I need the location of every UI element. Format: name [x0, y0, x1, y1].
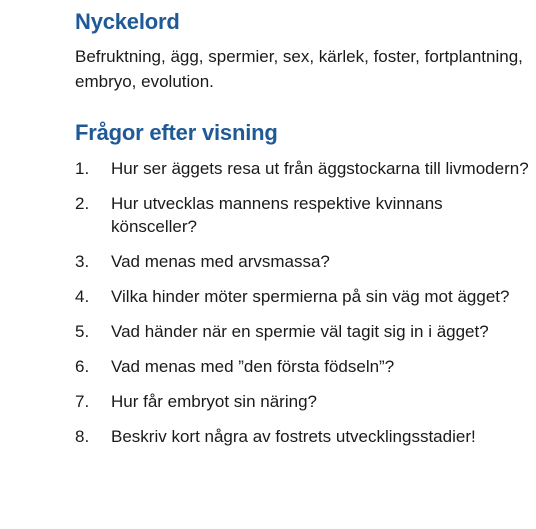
question-number: 4. [75, 287, 90, 306]
question-text: Vad menas med arvsmassa? [111, 252, 330, 271]
question-number: 6. [75, 357, 90, 376]
list-item [75, 250, 530, 273]
list-item [75, 425, 530, 448]
document-page [75, 8, 530, 460]
questions-heading: Frågor efter visning [75, 120, 278, 145]
keywords-text: Befruktning, ägg, spermier, sex, kärlek, foster, fortplantning, embryo, evolution. [75, 47, 523, 91]
question-number: 5. [75, 322, 90, 341]
questions-list [75, 157, 530, 448]
list-item [75, 285, 530, 308]
question-text: Hur utvecklas mannens respektive kvinnans könsceller? [111, 194, 443, 236]
keywords-heading: Nyckelord [75, 9, 180, 34]
question-text: Beskriv kort några av fostrets utvecklingsstadier! [111, 427, 476, 446]
question-number: 7. [75, 392, 90, 411]
question-text: Vad menas med ”den första födseln”? [111, 357, 395, 376]
question-text: Vilka hinder möter spermierna på sin väg mot ägget? [111, 287, 510, 306]
list-item [75, 355, 530, 378]
list-item [75, 390, 530, 413]
question-text: Hur får embryot sin näring? [111, 392, 317, 411]
question-number: 8. [75, 427, 90, 446]
list-item [75, 157, 530, 180]
question-number: 2. [75, 194, 90, 213]
list-item [75, 192, 530, 238]
question-text: Vad händer när en spermie väl tagit sig in i ägget? [111, 322, 489, 341]
question-number: 1. [75, 159, 90, 178]
question-number: 3. [75, 252, 90, 271]
question-text: Hur ser äggets resa ut från äggstockarna till livmodern? [111, 159, 529, 178]
list-item [75, 320, 530, 343]
